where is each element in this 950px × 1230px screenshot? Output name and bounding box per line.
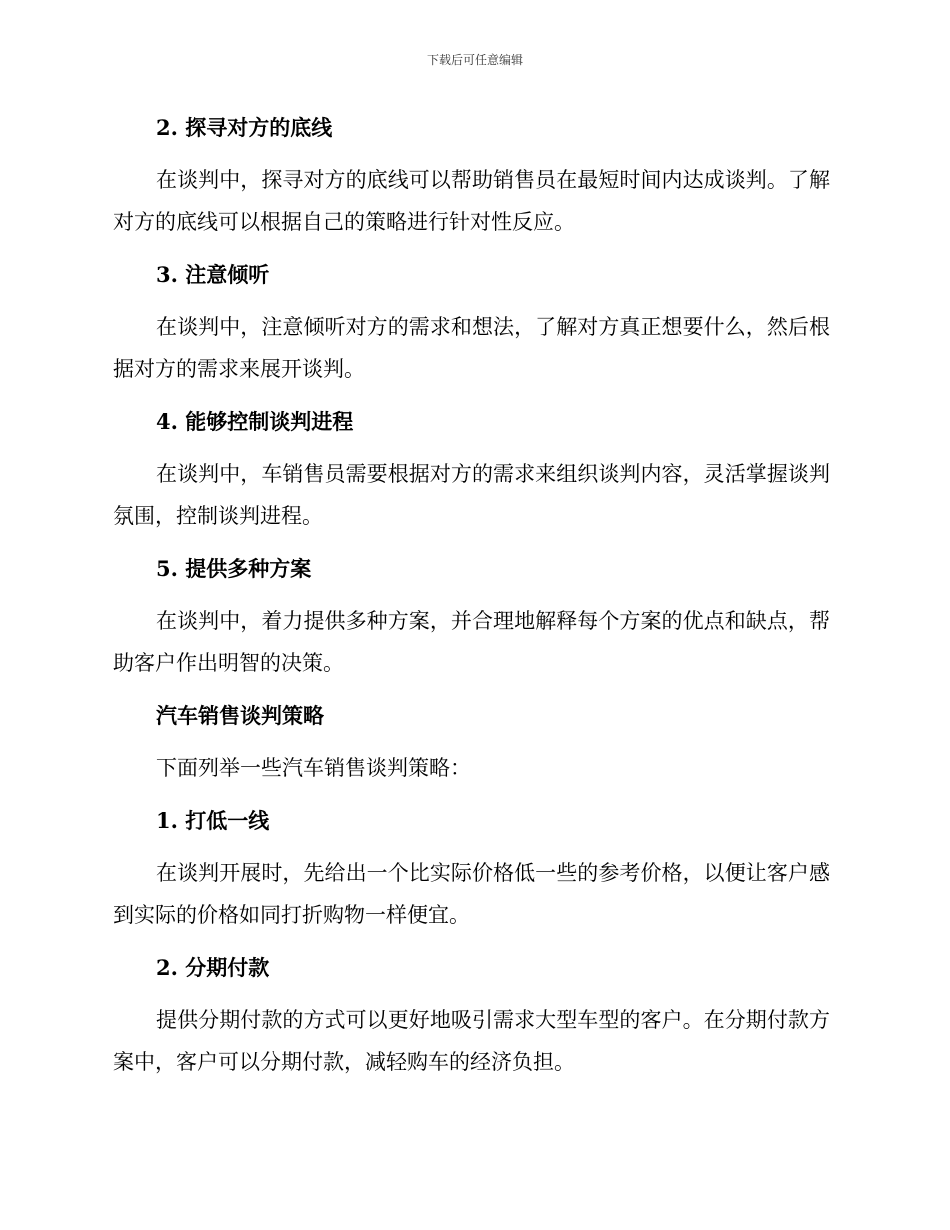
section-paragraph: 在谈判中，着力提供多种方案，并合理地解释每个方案的优点和缺点，帮助客户作出明智的决策。	[113, 609, 830, 675]
section-paragraph: 在谈判中，注意倾听对方的需求和想法，了解对方真正想要什么，然后根据对方的需求来展开谈判。	[113, 315, 830, 381]
section-control-process	[113, 404, 830, 551]
section-low-price	[113, 803, 830, 950]
section-paragraph: 在谈判中，探寻对方的底线可以帮助销售员在最短时间内达成谈判。了解对方的底线可以根据自己的策略进行针对性反应。	[113, 168, 830, 234]
section-heading: 4. 能够控制谈判进程	[156, 409, 354, 434]
section-heading: 5. 提供多种方案	[156, 556, 312, 581]
page-header: 下载后可任意编辑	[426, 53, 523, 67]
section-heading: 3. 注意倾听	[156, 262, 270, 287]
section-heading: 2. 探寻对方的底线	[156, 115, 333, 140]
section-bottom-line	[113, 110, 830, 257]
section-paragraph: 提供分期付款的方式可以更好地吸引需求大型车型的客户。在分期付款方案中，客户可以分期付款，减轻购车的经济负担。	[113, 1008, 830, 1074]
section-paragraph: 在谈判开展时，先给出一个比实际价格低一些的参考价格，以便让客户感到实际的价格如同打折购物一样便宜。	[113, 861, 830, 927]
section-listening	[113, 257, 830, 404]
document-body	[113, 110, 830, 1083]
section-multiple-plans	[113, 551, 830, 698]
section-heading: 2. 分期付款	[156, 955, 270, 980]
section-paragraph: 在谈判中，车销售员需要根据对方的需求来组织谈判内容，灵活掌握谈判氛围，控制谈判进程。	[113, 462, 830, 528]
section-heading: 汽车销售谈判策略	[156, 703, 324, 728]
section-paragraph: 下面列举一些汽车销售谈判策略：	[156, 756, 471, 780]
section-installments	[113, 950, 830, 1083]
section-heading: 1. 打低一线	[156, 808, 270, 833]
section-strategies	[113, 698, 830, 803]
